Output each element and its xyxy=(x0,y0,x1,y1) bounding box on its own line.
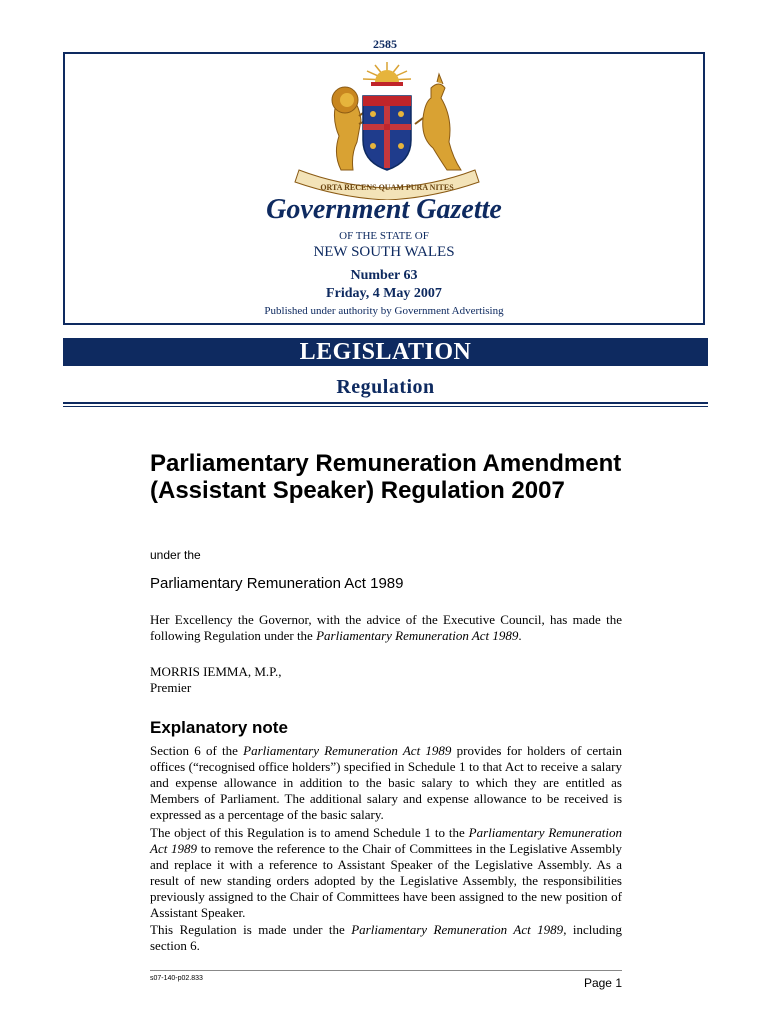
explanatory-paragraph: Section 6 of the Parliamentary Remuneration Act 1989 provides for holders of certain offices (“recognised office holders”) specified in Schedule 1 to that Act to receive a salary and expense allowance in addition to the basic salary to which they are entitled as Members of Parliament. The additional salary and expense allowance to be received is expressed as a percentage of the basic salary. xyxy=(150,743,623,822)
coat-of-arms-icon xyxy=(281,58,493,200)
issue-number: Number 63 xyxy=(350,268,418,283)
act-citation: Parliamentary Remuneration Act 1989 xyxy=(351,922,564,937)
lion-supporter-icon xyxy=(332,87,367,170)
act-citation: Parliamentary Remuneration Act 1989 xyxy=(316,628,519,643)
rising-sun-icon xyxy=(363,62,411,86)
legislation-banner: LEGISLATION xyxy=(63,338,708,366)
issue-date: Friday, 4 May 2007 xyxy=(326,286,442,301)
act-citation: Parliamentary Remuneration Act 1989 xyxy=(150,825,622,856)
explanatory-paragraph: The object of this Regulation is to amend Schedule 1 to the Parliamentary Remuneration Act 1989 to remove the reference to the Chair of Committees in the Legislative Assembly and replace it with a reference to Assistant Speaker of the Legislative Assembly. As a result of new standing orders adopted by the Legislative Assembly, the responsibilities previously assigned to the Chair of Committees have been assigned to the new position of Assistant Speaker. xyxy=(150,825,622,920)
publication-authority: Published under authority by Government Advertising xyxy=(264,305,504,317)
explanatory-note-heading: Explanatory note xyxy=(150,718,288,737)
section-title: Regulation xyxy=(336,376,435,398)
signatory-block xyxy=(150,664,622,696)
section-divider xyxy=(63,402,708,404)
regulation-title: Parliamentary Remuneration Amendment (Assistant Speaker) Regulation 2007 xyxy=(150,450,622,504)
gazette-title: Government Gazette xyxy=(266,194,502,225)
act-citation: Parliamentary Remuneration Act 1989 xyxy=(243,743,452,758)
section-divider-thin xyxy=(63,406,708,407)
gazette-page-number: 2585 xyxy=(373,37,397,51)
state-name: NEW SOUTH WALES xyxy=(313,244,455,260)
kangaroo-supporter-icon xyxy=(415,74,461,170)
document-code: s07-140-p02.833 xyxy=(150,975,203,982)
parent-act-name: Parliamentary Remuneration Act 1989 xyxy=(150,575,404,592)
shield-icon xyxy=(363,96,411,170)
explanatory-paragraph: This Regulation is made under the Parliamentary Remuneration Act 1989, including section 6. xyxy=(150,922,623,953)
page-label: Page 1 xyxy=(583,976,622,990)
under-the-label: under the xyxy=(150,548,201,562)
gazette-masthead xyxy=(63,52,705,325)
motto-text: ORTA RECENS QUAM PURA NITES xyxy=(320,183,454,192)
footer-divider xyxy=(150,970,622,971)
of-the-state-label: OF THE STATE OF xyxy=(339,230,429,242)
enacting-paragraph: Her Excellency the Governor, with the advice of the Executive Council, has made the following Regulation under the Parliamentary Remuneration Act 1989. xyxy=(150,612,622,643)
signatory-role: Premier xyxy=(150,680,192,695)
signatory-name: MORRIS IEMMA, M.P., xyxy=(150,664,282,679)
